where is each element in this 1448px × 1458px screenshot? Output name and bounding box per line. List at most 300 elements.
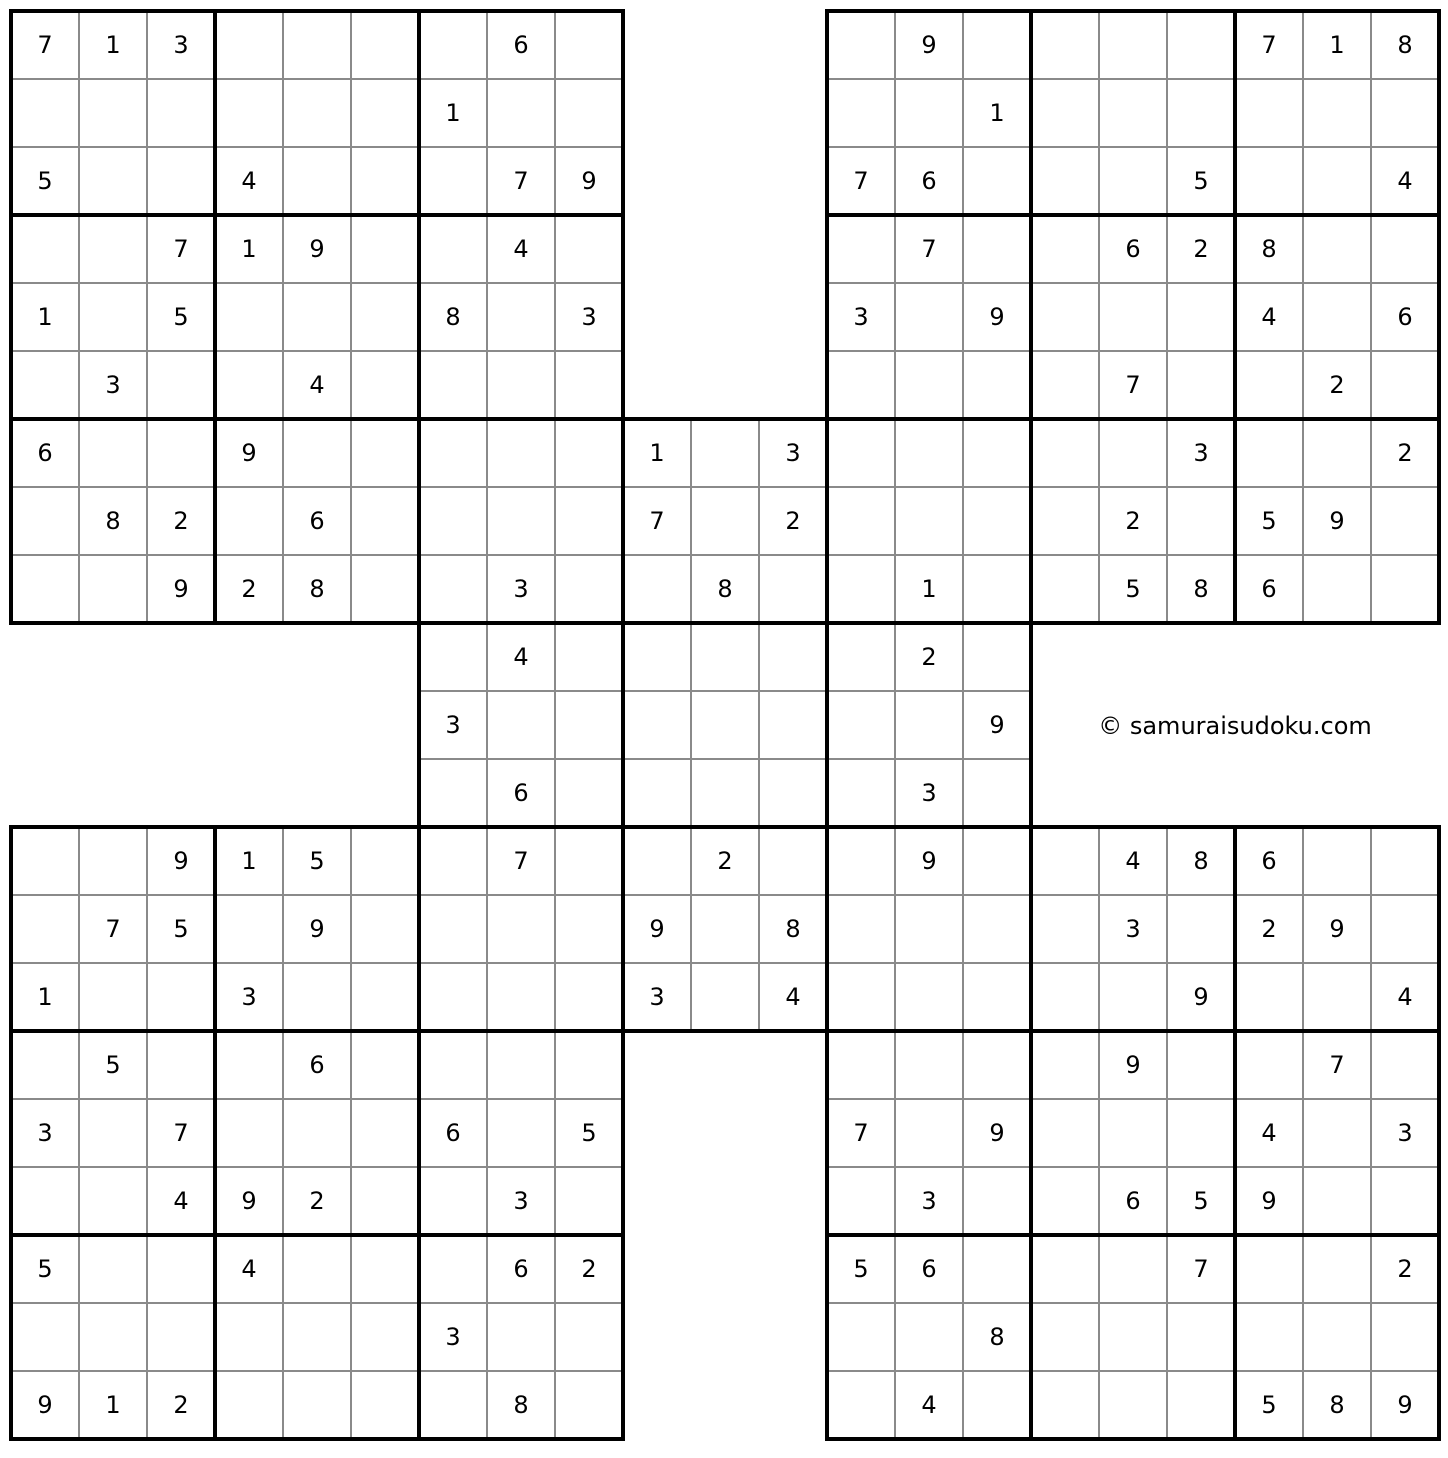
cell-r7-c6[interactable] (351, 419, 419, 487)
cell-r15-c16[interactable] (1031, 963, 1099, 1031)
cell-r5-c17[interactable] (1099, 283, 1167, 351)
cell-r20-c18[interactable] (1167, 1303, 1235, 1371)
cell-r14-c4[interactable] (215, 895, 283, 963)
cell-r16-c7[interactable] (419, 1031, 487, 1099)
cell-r8-c10: 7 (623, 487, 691, 555)
cell-r15-c5[interactable] (283, 963, 351, 1031)
cell-r1-c16[interactable] (1031, 11, 1099, 79)
cell-r10-c13[interactable] (827, 623, 895, 691)
cell-r8-c4[interactable] (215, 487, 283, 555)
cell-r5-c14[interactable] (895, 283, 963, 351)
cell-r11-c9[interactable] (555, 691, 623, 759)
cell-r6-c9[interactable] (555, 351, 623, 419)
cell-r9-c3: 9 (147, 555, 215, 623)
cell-r9-c14: 1 (895, 555, 963, 623)
cell-r6-c15[interactable] (963, 351, 1031, 419)
cell-r15-c10: 3 (623, 963, 691, 1031)
cell-r3-c9: 9 (555, 147, 623, 215)
cell-r16-c20: 7 (1303, 1031, 1371, 1099)
cell-r2-c17[interactable] (1099, 79, 1167, 147)
cell-r15-c1: 1 (11, 963, 79, 1031)
cell-r1-c9[interactable] (555, 11, 623, 79)
cell-r13-c16[interactable] (1031, 827, 1099, 895)
cell-r15-c8[interactable] (487, 963, 555, 1031)
cell-r11-c10[interactable] (623, 691, 691, 759)
cell-r21-c17[interactable] (1099, 1371, 1167, 1439)
cell-r8-c3: 2 (147, 487, 215, 555)
cell-r14-c14[interactable] (895, 895, 963, 963)
cell-r13-c9[interactable] (555, 827, 623, 895)
cell-r14-c9[interactable] (555, 895, 623, 963)
cell-r9-c7[interactable] (419, 555, 487, 623)
cell-r13-c4: 1 (215, 827, 283, 895)
cell-r7-c3[interactable] (147, 419, 215, 487)
cell-r10-c14: 2 (895, 623, 963, 691)
cell-r20-c1[interactable] (11, 1303, 79, 1371)
cell-r3-c2[interactable] (79, 147, 147, 215)
cell-r8-c17: 2 (1099, 487, 1167, 555)
cell-r17-c16[interactable] (1031, 1099, 1099, 1167)
cell-r16-c3[interactable] (147, 1031, 215, 1099)
cell-r15-c11[interactable] (691, 963, 759, 1031)
cell-r7-c17[interactable] (1099, 419, 1167, 487)
cell-r19-c21: 2 (1371, 1235, 1439, 1303)
cell-r7-c11[interactable] (691, 419, 759, 487)
cell-r11-c12[interactable] (759, 691, 827, 759)
cell-r3-c13: 7 (827, 147, 895, 215)
cell-r9-c15[interactable] (963, 555, 1031, 623)
cell-r7-c12: 3 (759, 419, 827, 487)
cell-r17-c20[interactable] (1303, 1099, 1371, 1167)
cell-r16-c19[interactable] (1235, 1031, 1303, 1099)
cell-r8-c1[interactable] (11, 487, 79, 555)
cell-r15-c19[interactable] (1235, 963, 1303, 1031)
cell-r7-c15[interactable] (963, 419, 1031, 487)
cell-r20-c2[interactable] (79, 1303, 147, 1371)
cell-r10-c12[interactable] (759, 623, 827, 691)
cell-r19-c6[interactable] (351, 1235, 419, 1303)
cell-r8-c20: 9 (1303, 487, 1371, 555)
cell-r1-c17[interactable] (1099, 11, 1167, 79)
cell-r15-c3[interactable] (147, 963, 215, 1031)
cell-r19-c5[interactable] (283, 1235, 351, 1303)
cell-r14-c8[interactable] (487, 895, 555, 963)
cell-r1-c3: 3 (147, 11, 215, 79)
cell-r4-c13[interactable] (827, 215, 895, 283)
cell-r4-c17: 6 (1099, 215, 1167, 283)
cell-r15-c13[interactable] (827, 963, 895, 1031)
cell-r20-c3[interactable] (147, 1303, 215, 1371)
cell-r13-c14: 9 (895, 827, 963, 895)
cell-r19-c4: 4 (215, 1235, 283, 1303)
cell-r19-c17[interactable] (1099, 1235, 1167, 1303)
cell-r9-c8: 3 (487, 555, 555, 623)
cell-r21-c4[interactable] (215, 1371, 283, 1439)
cell-r3-c1: 5 (11, 147, 79, 215)
cell-r19-c20[interactable] (1303, 1235, 1371, 1303)
cell-r9-c16[interactable] (1031, 555, 1099, 623)
cell-r2-c2[interactable] (79, 79, 147, 147)
cell-r10-c7[interactable] (419, 623, 487, 691)
cell-r17-c17[interactable] (1099, 1099, 1167, 1167)
cell-r14-c16[interactable] (1031, 895, 1099, 963)
cell-r15-c21: 4 (1371, 963, 1439, 1031)
cell-r15-c9[interactable] (555, 963, 623, 1031)
cell-r4-c14: 7 (895, 215, 963, 283)
cell-r2-c14[interactable] (895, 79, 963, 147)
cell-r17-c6[interactable] (351, 1099, 419, 1167)
cell-r1-c13[interactable] (827, 11, 895, 79)
cell-r10-c10[interactable] (623, 623, 691, 691)
cell-r4-c20[interactable] (1303, 215, 1371, 283)
cell-r21-c6[interactable] (351, 1371, 419, 1439)
cell-r8-c15[interactable] (963, 487, 1031, 555)
cell-r4-c18: 2 (1167, 215, 1235, 283)
cell-r4-c7[interactable] (419, 215, 487, 283)
cell-r16-c8[interactable] (487, 1031, 555, 1099)
cell-r13-c1[interactable] (11, 827, 79, 895)
cell-r9-c4: 2 (215, 555, 283, 623)
cell-r8-c9[interactable] (555, 487, 623, 555)
cell-r17-c5[interactable] (283, 1099, 351, 1167)
cell-r17-c8[interactable] (487, 1099, 555, 1167)
cell-r14-c15[interactable] (963, 895, 1031, 963)
cell-r2-c13[interactable] (827, 79, 895, 147)
cell-r20-c6[interactable] (351, 1303, 419, 1371)
cell-r8-c14[interactable] (895, 487, 963, 555)
cell-r5-c2[interactable] (79, 283, 147, 351)
cell-r14-c7[interactable] (419, 895, 487, 963)
cell-r3-c4: 4 (215, 147, 283, 215)
cell-r6-c1[interactable] (11, 351, 79, 419)
cell-r6-c13[interactable] (827, 351, 895, 419)
cell-r6-c7[interactable] (419, 351, 487, 419)
cell-r15-c15[interactable] (963, 963, 1031, 1031)
cell-r21-c21: 9 (1371, 1371, 1439, 1439)
cell-r20-c14[interactable] (895, 1303, 963, 1371)
cell-r5-c6[interactable] (351, 283, 419, 351)
cell-r3-c5[interactable] (283, 147, 351, 215)
cell-r9-c21[interactable] (1371, 555, 1439, 623)
cell-r14-c1[interactable] (11, 895, 79, 963)
cell-r3-c15[interactable] (963, 147, 1031, 215)
cell-r20-c13[interactable] (827, 1303, 895, 1371)
cell-r12-c12[interactable] (759, 759, 827, 827)
cell-r4-c2[interactable] (79, 215, 147, 283)
cell-r7-c14[interactable] (895, 419, 963, 487)
cell-r9-c13[interactable] (827, 555, 895, 623)
cell-r2-c1[interactable] (11, 79, 79, 147)
cell-r14-c17: 3 (1099, 895, 1167, 963)
cell-r6-c14[interactable] (895, 351, 963, 419)
cell-r16-c21[interactable] (1371, 1031, 1439, 1099)
cell-r7-c2[interactable] (79, 419, 147, 487)
cell-r13-c12[interactable] (759, 827, 827, 895)
cell-r14-c21[interactable] (1371, 895, 1439, 963)
cell-r13-c11: 2 (691, 827, 759, 895)
cell-r19-c3[interactable] (147, 1235, 215, 1303)
cell-r11-c8[interactable] (487, 691, 555, 759)
cell-r16-c18[interactable] (1167, 1031, 1235, 1099)
cell-r3-c8: 7 (487, 147, 555, 215)
cell-r21-c18[interactable] (1167, 1371, 1235, 1439)
cell-r8-c13[interactable] (827, 487, 895, 555)
cell-r15-c6[interactable] (351, 963, 419, 1031)
cell-r18-c14: 3 (895, 1167, 963, 1235)
cell-r17-c14[interactable] (895, 1099, 963, 1167)
cell-r2-c3[interactable] (147, 79, 215, 147)
cell-r9-c20[interactable] (1303, 555, 1371, 623)
cell-r5-c1: 1 (11, 283, 79, 351)
cell-r15-c14[interactable] (895, 963, 963, 1031)
cell-r20-c17[interactable] (1099, 1303, 1167, 1371)
cell-r3-c19[interactable] (1235, 147, 1303, 215)
cell-r4-c9[interactable] (555, 215, 623, 283)
cell-r9-c19: 6 (1235, 555, 1303, 623)
cell-r9-c10[interactable] (623, 555, 691, 623)
cell-r20-c19[interactable] (1235, 1303, 1303, 1371)
cell-r7-c20[interactable] (1303, 419, 1371, 487)
cell-r6-c17: 7 (1099, 351, 1167, 419)
cell-r16-c15[interactable] (963, 1031, 1031, 1099)
cell-r3-c7[interactable] (419, 147, 487, 215)
cell-r18-c20[interactable] (1303, 1167, 1371, 1235)
cell-r5-c4[interactable] (215, 283, 283, 351)
cell-r1-c4[interactable] (215, 11, 283, 79)
cell-r19-c19[interactable] (1235, 1235, 1303, 1303)
cell-r7-c16[interactable] (1031, 419, 1099, 487)
cell-r13-c8: 7 (487, 827, 555, 895)
cell-r19-c8: 6 (487, 1235, 555, 1303)
cell-r7-c13[interactable] (827, 419, 895, 487)
cell-r21-c14: 4 (895, 1371, 963, 1439)
cell-r6-c4[interactable] (215, 351, 283, 419)
cell-r16-c1[interactable] (11, 1031, 79, 1099)
cell-r21-c13[interactable] (827, 1371, 895, 1439)
cell-r14-c11[interactable] (691, 895, 759, 963)
cell-r13-c2[interactable] (79, 827, 147, 895)
cell-r7-c7[interactable] (419, 419, 487, 487)
cell-r8-c7[interactable] (419, 487, 487, 555)
cell-r19-c15[interactable] (963, 1235, 1031, 1303)
cell-r4-c4: 1 (215, 215, 283, 283)
cell-r1-c1: 7 (11, 11, 79, 79)
cell-r6-c21[interactable] (1371, 351, 1439, 419)
cell-r12-c13[interactable] (827, 759, 895, 827)
cell-r21-c1: 9 (11, 1371, 79, 1439)
cell-r16-c4[interactable] (215, 1031, 283, 1099)
cell-r9-c6[interactable] (351, 555, 419, 623)
cell-r18-c19: 9 (1235, 1167, 1303, 1235)
cell-r20-c4[interactable] (215, 1303, 283, 1371)
cell-r5-c8[interactable] (487, 283, 555, 351)
cell-r4-c1[interactable] (11, 215, 79, 283)
cell-r7-c19[interactable] (1235, 419, 1303, 487)
cell-r9-c9[interactable] (555, 555, 623, 623)
cell-r14-c3: 5 (147, 895, 215, 963)
cell-r6-c6[interactable] (351, 351, 419, 419)
cell-r4-c15[interactable] (963, 215, 1031, 283)
cell-r20-c5[interactable] (283, 1303, 351, 1371)
cell-r5-c15: 9 (963, 283, 1031, 351)
cell-r2-c9[interactable] (555, 79, 623, 147)
cell-r2-c18[interactable] (1167, 79, 1235, 147)
cell-r12-c7[interactable] (419, 759, 487, 827)
cell-r6-c19[interactable] (1235, 351, 1303, 419)
cell-r12-c9[interactable] (555, 759, 623, 827)
cell-r21-c7[interactable] (419, 1371, 487, 1439)
cell-r2-c19[interactable] (1235, 79, 1303, 147)
cell-r3-c20[interactable] (1303, 147, 1371, 215)
cell-r13-c6[interactable] (351, 827, 419, 895)
cell-r3-c16[interactable] (1031, 147, 1099, 215)
cell-r8-c11[interactable] (691, 487, 759, 555)
cell-r20-c9[interactable] (555, 1303, 623, 1371)
cell-r4-c21[interactable] (1371, 215, 1439, 283)
cell-r21-c9[interactable] (555, 1371, 623, 1439)
cell-r20-c8[interactable] (487, 1303, 555, 1371)
cell-r2-c4[interactable] (215, 79, 283, 147)
cell-r8-c8[interactable] (487, 487, 555, 555)
cell-r5-c5[interactable] (283, 283, 351, 351)
cell-r13-c7[interactable] (419, 827, 487, 895)
cell-r16-c13[interactable] (827, 1031, 895, 1099)
cell-r21-c15[interactable] (963, 1371, 1031, 1439)
cell-r9-c1[interactable] (11, 555, 79, 623)
cell-r16-c16[interactable] (1031, 1031, 1099, 1099)
cell-r8-c18[interactable] (1167, 487, 1235, 555)
cell-r9-c12[interactable] (759, 555, 827, 623)
cell-r3-c17[interactable] (1099, 147, 1167, 215)
cell-r20-c7: 3 (419, 1303, 487, 1371)
cell-r1-c6[interactable] (351, 11, 419, 79)
cell-r15-c7[interactable] (419, 963, 487, 1031)
cell-r18-c15[interactable] (963, 1167, 1031, 1235)
cell-r17-c18[interactable] (1167, 1099, 1235, 1167)
cell-r21-c16[interactable] (1031, 1371, 1099, 1439)
cell-r2-c6[interactable] (351, 79, 419, 147)
cell-r7-c4: 9 (215, 419, 283, 487)
cell-r8-c12: 2 (759, 487, 827, 555)
cell-r18-c3: 4 (147, 1167, 215, 1235)
cell-r7-c10: 1 (623, 419, 691, 487)
cell-r17-c2[interactable] (79, 1099, 147, 1167)
cell-r10-c9[interactable] (555, 623, 623, 691)
cell-r1-c7[interactable] (419, 11, 487, 79)
cell-r16-c9[interactable] (555, 1031, 623, 1099)
cell-r20-c20[interactable] (1303, 1303, 1371, 1371)
cell-r20-c16[interactable] (1031, 1303, 1099, 1371)
cell-r11-c13[interactable] (827, 691, 895, 759)
cell-r5-c16[interactable] (1031, 283, 1099, 351)
cell-r8-c6[interactable] (351, 487, 419, 555)
cell-r4-c6[interactable] (351, 215, 419, 283)
cell-r16-c6[interactable] (351, 1031, 419, 1099)
cell-r13-c15[interactable] (963, 827, 1031, 895)
cell-r17-c4[interactable] (215, 1099, 283, 1167)
cell-r18-c5: 2 (283, 1167, 351, 1235)
cell-r11-c14[interactable] (895, 691, 963, 759)
cell-r8-c21[interactable] (1371, 487, 1439, 555)
cell-r2-c5[interactable] (283, 79, 351, 147)
cell-r9-c2[interactable] (79, 555, 147, 623)
cell-r16-c14[interactable] (895, 1031, 963, 1099)
cell-r18-c16[interactable] (1031, 1167, 1099, 1235)
cell-r7-c8[interactable] (487, 419, 555, 487)
cell-r12-c15[interactable] (963, 759, 1031, 827)
cell-r18-c21[interactable] (1371, 1167, 1439, 1235)
cell-r5-c20[interactable] (1303, 283, 1371, 351)
cell-r15-c20[interactable] (1303, 963, 1371, 1031)
cell-r13-c5: 5 (283, 827, 351, 895)
cell-r10-c8: 4 (487, 623, 555, 691)
cell-r19-c16[interactable] (1031, 1235, 1099, 1303)
cell-r17-c1: 3 (11, 1099, 79, 1167)
cell-r4-c5: 9 (283, 215, 351, 283)
cell-r19-c7[interactable] (419, 1235, 487, 1303)
cell-r7-c5[interactable] (283, 419, 351, 487)
cell-r2-c8[interactable] (487, 79, 555, 147)
cell-r1-c15[interactable] (963, 11, 1031, 79)
cell-r15-c12: 4 (759, 963, 827, 1031)
cell-r15-c18: 9 (1167, 963, 1235, 1031)
cell-r18-c6[interactable] (351, 1167, 419, 1235)
cell-r2-c16[interactable] (1031, 79, 1099, 147)
cell-r15-c17[interactable] (1099, 963, 1167, 1031)
cell-r10-c15[interactable] (963, 623, 1031, 691)
cell-r20-c21[interactable] (1371, 1303, 1439, 1371)
cell-r19-c2[interactable] (79, 1235, 147, 1303)
cell-r12-c11[interactable] (691, 759, 759, 827)
cell-r15-c2[interactable] (79, 963, 147, 1031)
cell-r8-c16[interactable] (1031, 487, 1099, 555)
cell-r10-c11[interactable] (691, 623, 759, 691)
cell-r3-c6[interactable] (351, 147, 419, 215)
cell-r19-c14: 6 (895, 1235, 963, 1303)
cell-r14-c13[interactable] (827, 895, 895, 963)
cell-r6-c16[interactable] (1031, 351, 1099, 419)
cell-r14-c18[interactable] (1167, 895, 1235, 963)
cell-r13-c17: 4 (1099, 827, 1167, 895)
cell-r18-c7[interactable] (419, 1167, 487, 1235)
cell-r21-c5[interactable] (283, 1371, 351, 1439)
cell-r5-c18[interactable] (1167, 283, 1235, 351)
cell-r3-c18: 5 (1167, 147, 1235, 215)
cell-r6-c8[interactable] (487, 351, 555, 419)
cell-r6-c3[interactable] (147, 351, 215, 419)
cell-r13-c10[interactable] (623, 827, 691, 895)
cell-r12-c10[interactable] (623, 759, 691, 827)
cell-r2-c21[interactable] (1371, 79, 1439, 147)
cell-r7-c9[interactable] (555, 419, 623, 487)
cell-r13-c21[interactable] (1371, 827, 1439, 895)
cell-r13-c20[interactable] (1303, 827, 1371, 895)
cell-r1-c18[interactable] (1167, 11, 1235, 79)
cell-r1-c8: 6 (487, 11, 555, 79)
cell-r13-c13[interactable] (827, 827, 895, 895)
cell-r18-c13[interactable] (827, 1167, 895, 1235)
cell-r11-c11[interactable] (691, 691, 759, 759)
cell-r18-c2[interactable] (79, 1167, 147, 1235)
cell-r2-c20[interactable] (1303, 79, 1371, 147)
cell-r14-c6[interactable] (351, 895, 419, 963)
cell-r1-c5[interactable] (283, 11, 351, 79)
cell-r18-c1[interactable] (11, 1167, 79, 1235)
cell-r6-c18[interactable] (1167, 351, 1235, 419)
cell-r3-c3[interactable] (147, 147, 215, 215)
cell-r4-c16[interactable] (1031, 215, 1099, 283)
cell-r18-c9[interactable] (555, 1167, 623, 1235)
